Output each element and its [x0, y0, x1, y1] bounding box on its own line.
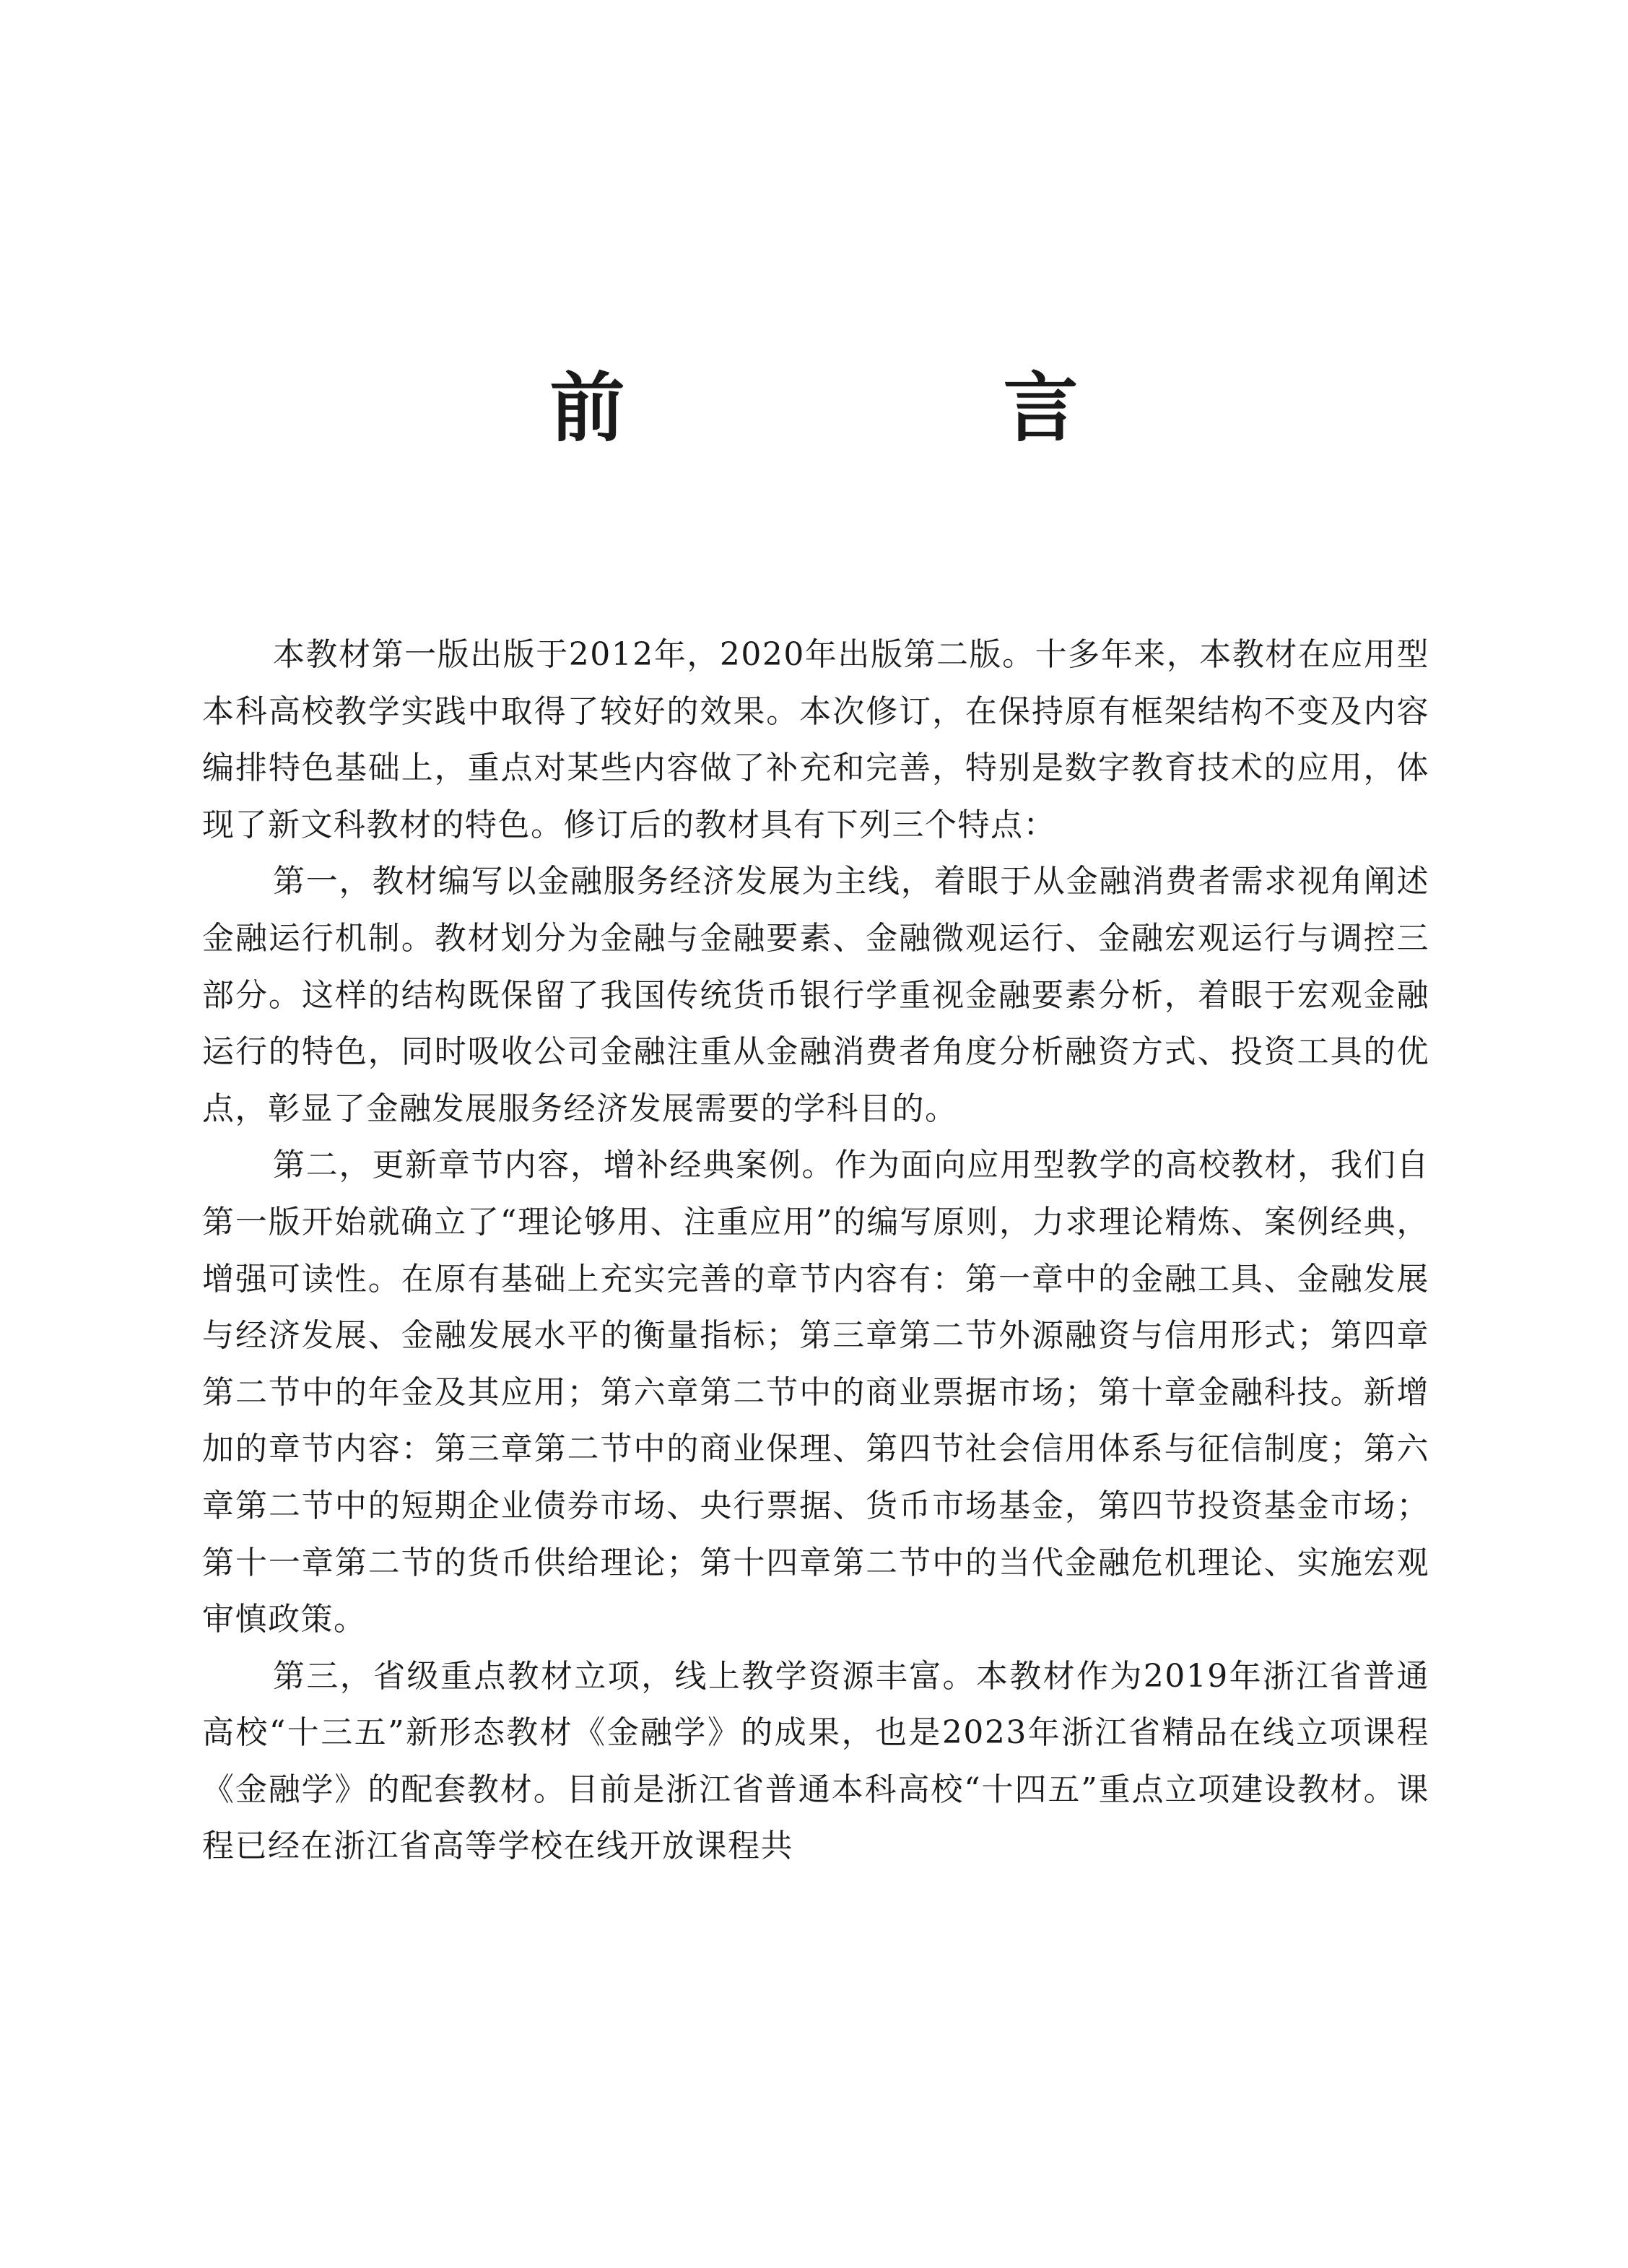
body-text: [202, 627, 1429, 1875]
paragraph-intro: 本教材第一版出版于2012年，2020年出版第二版。十多年来，本教材在应用型本科高校教学实践中取得了较好的效果。本次修订，在保持原有框架结构不变及内容编排特色基础上，重点对某些内容做了补充和完善，特别是数字教育技术的应用，体现了新文科教材的特色。修订后的教材具有下列三个特点：: [202, 636, 1429, 843]
paragraph-feature-2: 第二，更新章节内容，增补经典案例。作为面向应用型教学的高校教材，我们自第一版开始就确立了“理论够用、注重应用”的编写原则，力求理论精炼、案例经典，增强可读性。在原有基础上充实完善的章节内容有：第一章中的金融工具、金融发展与经济发展、金融发展水平的衡量指标；第三章第二节外源融资与信用形式；第四章第二节中的年金及其应用；第六章第二节中的商业票据市场；第十章金融科技。新增加的章节内容：第三章第二节中的商业保理、第四节社会信用体系与征信制度；第六章第二节中的短期企业债券市场、央行票据、货币市场基金，第四节投资基金市场；第十一章第二节的货币供给理论；第十四章第二节中的当代金融危机理论、实施宏观审慎政策。: [202, 1147, 1429, 1638]
paragraph-feature-1: 第一，教材编写以金融服务经济发展为主线，着眼于从金融消费者需求视角阐述金融运行机制。教材划分为金融与金融要素、金融微观运行、金融宏观运行与调控三部分。这样的结构既保留了我国传统货币银行学重视金融要素分析，着眼于宏观金融运行的特色，同时吸收公司金融注重从金融消费者角度分析融资方式、投资工具的优点，彰显了金融发展服务经济发展需要的学科目的。: [202, 863, 1429, 1127]
paragraph-feature-3: 第三，省级重点教材立项，线上教学资源丰富。本教材作为2019年浙江省普通高校“十三五”新形态教材《金融学》的成果，也是2023年浙江省精品在线立项课程《金融学》的配套教材。目前是浙江省普通本科高校“十四五”重点立项建设教材。课程已经在浙江省高等学校在线开放课程共: [202, 1657, 1429, 1865]
page-title: 前 言: [549, 363, 1230, 452]
